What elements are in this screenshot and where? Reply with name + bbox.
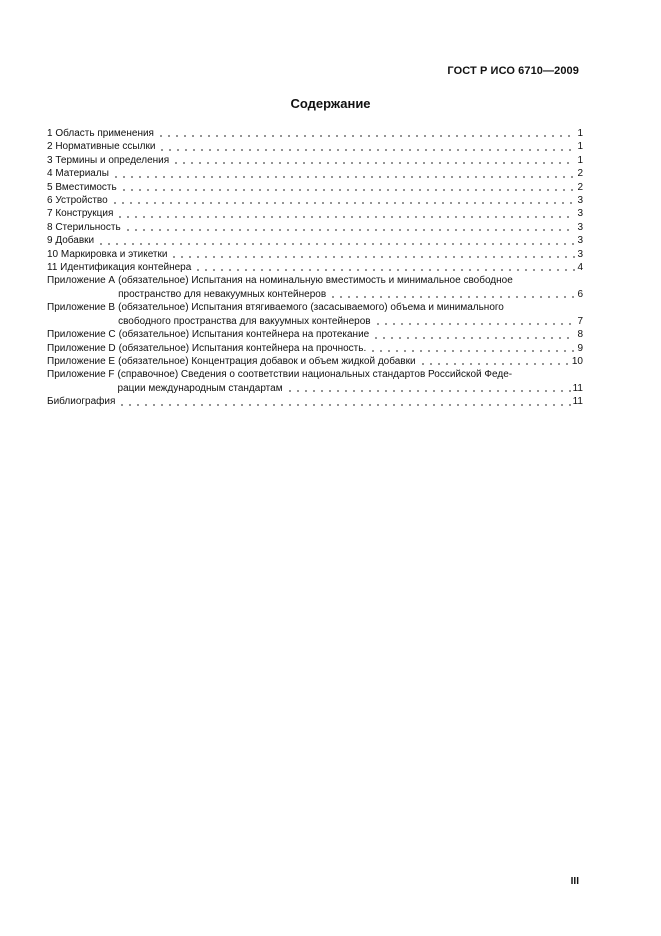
toc-entry[interactable] xyxy=(47,248,583,261)
toc-entry-page: 3 xyxy=(577,235,583,247)
toc-entry-bibliography[interactable] xyxy=(47,395,583,408)
toc-entry[interactable] xyxy=(47,140,583,153)
toc-entry-label: Библиография xyxy=(47,396,116,408)
dot-leader xyxy=(170,255,575,259)
dot-leader xyxy=(120,188,576,192)
toc-entry-label: 7 Конструкция xyxy=(47,208,114,220)
toc-entry-label: 1 Область применения xyxy=(47,128,154,139)
dot-leader xyxy=(118,403,570,407)
toc-entry-page: 3 xyxy=(577,221,583,233)
toc-appendix-entry[interactable] xyxy=(47,274,583,301)
toc-entry[interactable] xyxy=(47,154,583,167)
document-standard-header: ГОСТ Р ИСО 6710—2009 xyxy=(447,65,579,77)
toc-entry-label: 8 Стерильность xyxy=(47,221,121,233)
appendix-title-line: (обязательное) Испытания втягиваемого (засасываемого) объема и минимального xyxy=(118,302,504,314)
toc-entry-label: 9 Добавки xyxy=(47,235,95,247)
toc-appendix-entry[interactable] xyxy=(47,355,583,368)
toc-entry-page: 1 xyxy=(577,141,583,153)
dot-leader xyxy=(329,295,575,299)
toc-appendix-entry[interactable] xyxy=(47,328,583,341)
appendix-title-line: (обязательное) Испытания контейнера на протекание xyxy=(118,329,370,341)
toc-entry-page: 11 xyxy=(572,382,583,394)
toc-entry[interactable] xyxy=(47,127,583,140)
dot-leader xyxy=(116,215,575,219)
dot-leader xyxy=(112,175,576,179)
dot-leader xyxy=(111,201,576,205)
toc-entry-page: 2 xyxy=(577,168,583,180)
dot-leader xyxy=(369,349,575,353)
toc-entry-page: 3 xyxy=(577,248,583,260)
toc-entry[interactable] xyxy=(47,234,583,247)
dot-leader xyxy=(374,322,576,326)
appendix-title-line: пространство для невакуумных контейнеров xyxy=(118,288,327,300)
toc-entry-label: 11 Идентификация контейнера xyxy=(47,262,192,274)
toc-entry-label: 4 Материалы xyxy=(47,168,109,180)
toc-entry-page: 3 xyxy=(577,208,583,220)
appendix-prefix: Приложение F xyxy=(47,369,115,381)
toc-entry-label: 10 Маркировка и этикетки xyxy=(47,248,168,260)
toc-entry[interactable] xyxy=(47,167,583,180)
appendix-title-line: (обязательное) Испытания на номинальную вместимость и минимальное свободное xyxy=(118,275,513,287)
page-title: Содержание xyxy=(290,96,371,111)
toc-entry-page: 4 xyxy=(577,262,583,274)
toc-entry-page: 6 xyxy=(577,288,583,300)
toc-entry-label: 3 Термины и определения xyxy=(47,154,170,166)
appendix-title-line: рации международным стандартам xyxy=(117,382,283,394)
appendix-prefix: Приложение A xyxy=(47,275,116,287)
toc-entry-page: 9 xyxy=(577,342,583,354)
toc-entry-page: 10 xyxy=(571,355,583,367)
toc-entry[interactable] xyxy=(47,261,583,274)
toc-entry-page: 7 xyxy=(577,315,583,327)
toc-entry-page: 3 xyxy=(577,195,583,207)
appendix-title-line: (обязательное) Концентрация добавок и объем жидкой добавки xyxy=(118,355,416,367)
toc-entry[interactable] xyxy=(47,207,583,220)
appendix-prefix: Приложение E xyxy=(47,355,116,367)
toc-entry[interactable] xyxy=(47,221,583,234)
appendix-prefix: Приложение D xyxy=(47,342,116,354)
toc-entry-label: 5 Вместимость xyxy=(47,181,117,193)
toc-entry-page: 1 xyxy=(577,128,583,139)
appendix-title-line: (обязательное) Испытания контейнера на прочность. xyxy=(118,342,367,354)
toc-entry[interactable] xyxy=(47,194,583,207)
dot-leader xyxy=(157,134,575,138)
toc-entry[interactable] xyxy=(47,181,583,194)
dot-leader xyxy=(124,228,576,232)
toc-entry-label: 6 Устройство xyxy=(47,195,108,207)
table-of-contents xyxy=(47,127,583,409)
page-number: III xyxy=(570,876,579,887)
appendix-title-line: (справочное) Сведения о соответствии национальных стандартов Российской Феде- xyxy=(117,369,513,381)
dot-leader xyxy=(372,336,575,340)
dot-leader xyxy=(194,268,575,272)
appendix-prefix: Приложение C xyxy=(47,329,116,341)
toc-appendix-entry[interactable] xyxy=(47,342,583,355)
dot-leader xyxy=(286,389,571,393)
toc-entry-label: 2 Нормативные ссылки xyxy=(47,141,156,153)
toc-appendix-entry[interactable] xyxy=(47,301,583,328)
toc-entry-page: 8 xyxy=(577,329,583,341)
toc-entry-page: 1 xyxy=(577,154,583,166)
dot-leader xyxy=(158,148,575,152)
dot-leader xyxy=(97,242,575,246)
toc-entry-page: 2 xyxy=(577,181,583,193)
toc-appendix-entry[interactable] xyxy=(47,368,583,395)
dot-leader xyxy=(172,161,575,165)
dot-leader xyxy=(419,362,570,366)
appendix-title-line: свободного пространства для вакуумных контейнеров xyxy=(118,315,371,327)
toc-entry-page: 11 xyxy=(572,396,583,408)
appendix-prefix: Приложение B xyxy=(47,302,116,314)
